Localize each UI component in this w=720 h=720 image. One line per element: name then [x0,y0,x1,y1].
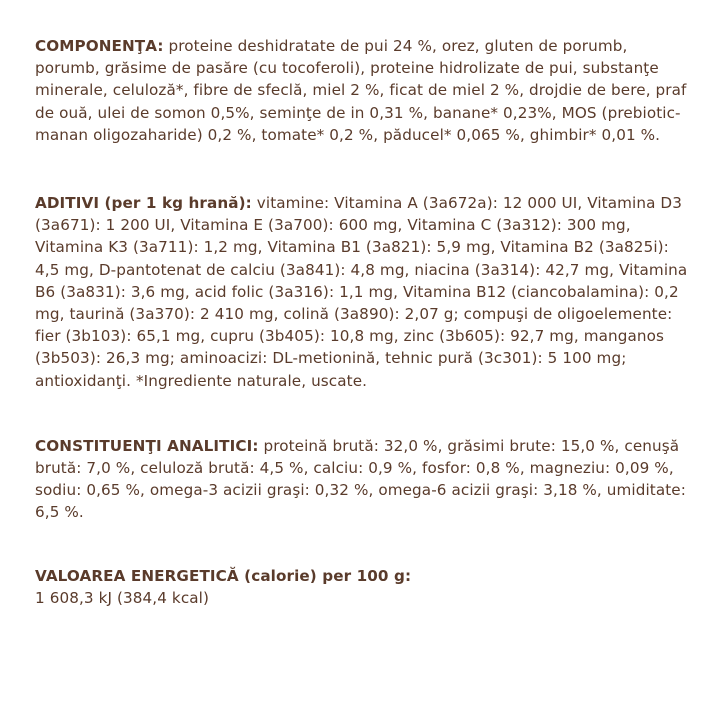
components-section [35,35,690,146]
additives-text: vitamine: Vitamina A (3a672a): 12 000 UI, Vitamina D3 (3a671): 1 200 UI, Vitamina E (3a700): 600 mg, Vitamina C (3a312): 300 mg, Vitamina K3 (3a711): 1,2 mg, Vitamina B1 (3a821): 5,9 mg, Vitamina B2 (3a825i): 4,5 mg, D-pantotenat de calciu (3a841): 4,8 mg, niacina (3a314): 42,7 mg, Vitamina B6 (3a831): 3,6 mg, acid folic (3a316): 1,1 mg, Vitamina B12 (ciancobalamina): 0,2 mg, taurină (3a370): 2 410 mg, colină (3a890): 2,07 g; compuşi de oligoelemente: fier (3b103): 65,1 mg, cupru (3b405): 10,8 mg, zinc (3b605): 92,7 mg, manganos (3b503): 26,3 mg; aminoacizi: DL-metionină, tehnic pură (3c301): 5 100 mg; antioxidanţi. *Ingrediente naturale, uscate. [35,194,688,390]
label-text-page [35,35,690,609]
components-text: proteine deshidratate de pui 24 %, orez, gluten de porumb, porumb, grăsime de pasăre (cu tocoferoli), proteine hidrolizate de pui, substanţe minerale, celuloză*, fibre de sfeclă, miel 2 %, ficat de miel 2 %, drojdie de bere, praf de ouă, ulei de somon 0,5%, seminţe de in 0,31 %, banane* 0,23%, MOS (prebiotic- manan oligozaharide) 0,2 %, tomate* 0,2 %, păducel* 0,065 %, ghimbir* 0,01 %. [35,37,687,144]
energy-value-heading: VALOAREA ENERGETICĂ (calorie) per 100 g: [35,566,412,585]
analytical-constituents-text: proteină brută: 32,0 %, grăsimi brute: 15,0 %, cenuşă brută: 7,0 %, celuloză brută: 4,5 %, calciu: 0,9 %, fosfor: 0,8 %, magneziu: 0,09 %, sodiu: 0,65 %, omega-3 acizii graşi: 0,32 %, omega-6 acizii graşi: 3,18 %, umiditate: 6,5 %. [35,436,686,522]
components-heading: COMPONENŢA: [35,37,164,55]
energy-value-text: 1 608,3 kJ (384,4 kcal) [35,588,210,607]
energy-value-section [35,565,690,609]
additives-section [35,192,690,392]
analytical-constituents-section [35,435,690,524]
additives-heading: ADITIVI (per 1 kg hrană): [35,194,252,213]
analytical-constituents-heading: CONSTITUENŢI ANALITICI: [35,436,259,455]
